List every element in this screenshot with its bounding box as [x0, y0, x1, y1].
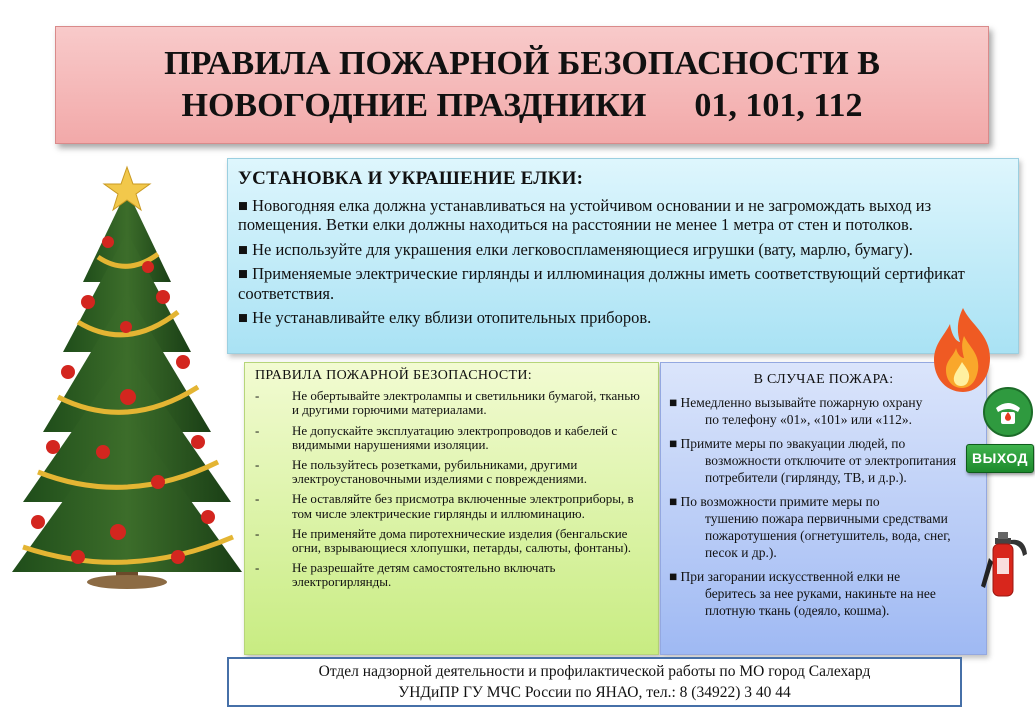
install-item: ■ Новогодняя елка должна устанавливаться на устойчивом основании и не загромождать выход из помещения. Ветки елки должны находиться на расстоянии не менее 1 метра от стен и потолков.: [238, 195, 932, 234]
rules-heading: ПРАВИЛА ПОЖАРНОЙ БЕЗОПАСНОСТИ:: [255, 368, 532, 383]
rule-text: Не пользуйтесь розетками, рубильниками, другими электроустановочными изделиями с повреждениями.: [292, 457, 587, 487]
rule-text: Не разрешайте детям самостоятельно включать электрогирлянды.: [292, 560, 556, 590]
install-item: ■ Не устанавливайте елку вблизи отопительных приборов.: [238, 308, 652, 327]
list-item: [255, 527, 650, 555]
list-item: [255, 561, 650, 589]
flame-icon: [928, 306, 998, 394]
install-heading: УСТАНОВКА И УКРАШЕНИЕ ЕЛКИ:: [238, 168, 584, 189]
exit-sign: [962, 440, 1035, 476]
title-holidays: НОВОГОДНИЕ ПРАЗДНИКИ: [181, 87, 647, 124]
title-line-2: [182, 85, 863, 127]
page-title: [55, 26, 989, 144]
fire-item-first-line: ■ При загорании искусственной елки не: [669, 569, 901, 584]
list-item: [669, 435, 978, 486]
fire-item-first-line: ■ Примите меры по эвакуации людей, по: [669, 436, 906, 451]
christmas-tree-illustration: [8, 162, 246, 592]
list-bullet: -: [255, 422, 260, 438]
rule-text: Не применяйте дома пиротехнические изделия (бенгальские огни, взрывающиеся хлопушки, петарды, салюты, фонтаны).: [292, 525, 632, 556]
list-item: [255, 492, 650, 520]
list-bullet: -: [255, 457, 260, 473]
install-item: ■ Не используйте для украшения елки легковоспламеняющиеся игрушки (вату, марлю, бумагу).: [238, 239, 913, 259]
footer-phone: УНДиПР ГУ МЧС России по ЯНАО, тел.: 8 (34922) 3 40 44: [398, 684, 791, 701]
exit-sign-label: ВЫХОД: [966, 444, 1034, 473]
fire-item-rest: беритесь за нее руками, накиньте на нее плотную ткань (одеяло, кошма).: [705, 586, 936, 618]
list-bullet: -: [255, 525, 260, 541]
list-item: [669, 493, 978, 561]
list-item: [255, 424, 650, 452]
list-item: [255, 458, 650, 486]
fire-item-rest: по телефону «01», «101» или «112».: [705, 412, 913, 427]
footer-contacts: [227, 657, 962, 707]
fire-item-first-line: ■ Немедленно вызывайте пожарную охрану: [669, 395, 923, 410]
list-item: [669, 394, 978, 428]
title-line-1: ПРАВИЛА ПОЖАРНОЙ БЕЗОПАСНОСТИ В: [164, 45, 880, 82]
emergency-numbers: 01, 101, 112: [694, 87, 863, 124]
fire-safety-rules-section: [244, 362, 659, 655]
fire-item-rest: тушению пожара первичными средствами пожаротушения (огнетушитель, вода, снег, песок и др.).: [705, 511, 951, 560]
rule-text: Не обертывайте электролампы и светильники бумагой, тканью и другими горючими материалами.: [292, 388, 640, 418]
install-item: ■ Применяемые электрические гирлянды и иллюминация должны иметь соответствующий сертификат соответствия.: [238, 264, 965, 303]
list-item: [669, 568, 978, 619]
list-bullet: -: [255, 388, 260, 404]
in-case-of-fire-section: [660, 362, 987, 655]
rule-text: Не оставляйте без присмотра включенные электроприборы, в том числе электрические гирлянды и иллюминацию.: [292, 491, 634, 521]
list-item: [255, 389, 650, 417]
footer-department: Отдел надзорной деятельности и профилактической работы по МО город Салехард: [318, 663, 871, 680]
fire-item-rest: возможности отключите от электропитания потребители (гирлянду, ТВ, и д.р.).: [705, 453, 957, 485]
rules-list: [255, 389, 650, 589]
list-bullet: -: [255, 560, 260, 576]
fire-phone-icon: [982, 386, 1034, 438]
tree-installation-section: [227, 158, 1019, 354]
fire-item-first-line: ■ По возможности примите меры по: [669, 494, 880, 509]
list-bullet: -: [255, 491, 260, 507]
fire-heading: В СЛУЧАЕ ПОЖАРА:: [753, 372, 894, 387]
extinguisher-icon: [975, 528, 1031, 600]
rule-text: Не допускайте эксплуатацию электропроводов и кабелей с видимыми нарушениями изоляции.: [292, 422, 618, 452]
